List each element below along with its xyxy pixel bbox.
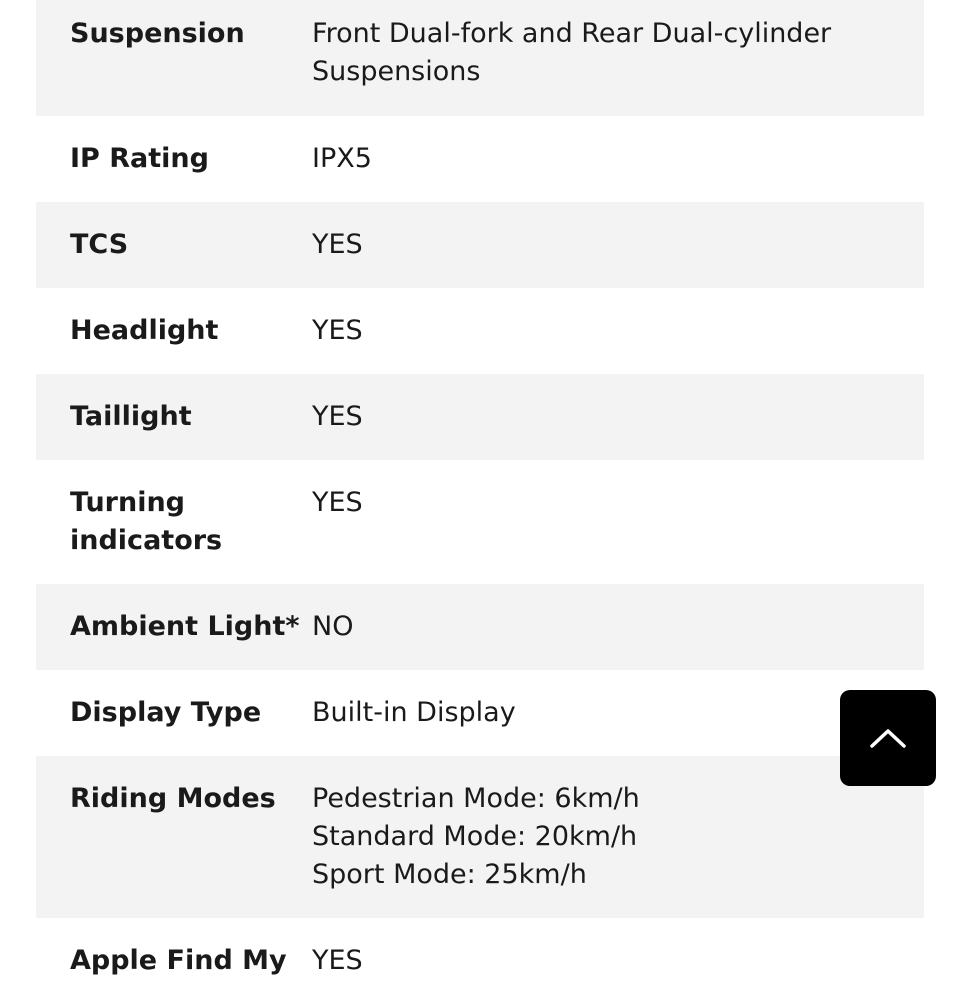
spec-value <box>312 942 924 1006</box>
spec-value-line: Built-in Display <box>312 697 516 728</box>
spec-value <box>312 608 924 670</box>
spec-row-suspension <box>36 0 924 116</box>
spec-value <box>312 226 924 288</box>
spec-value <box>312 140 924 202</box>
spec-table <box>36 0 924 1006</box>
spec-value-line: YES <box>312 401 363 432</box>
spec-value-line: Sport Mode: 25km/h <box>312 859 587 890</box>
spec-value <box>312 484 924 584</box>
spec-value-line: Pedestrian Mode: 6km/h <box>312 783 640 814</box>
spec-label: IP Rating <box>70 143 209 174</box>
spec-value-line: YES <box>312 315 363 346</box>
spec-label: TCS <box>70 229 129 260</box>
spec-label: Apple Find My <box>70 945 287 976</box>
spec-value-line: YES <box>312 945 363 976</box>
spec-row-ambient-light <box>36 584 924 670</box>
spec-value-line: Suspensions <box>312 56 481 87</box>
spec-label: Taillight <box>70 401 192 432</box>
spec-label: Headlight <box>70 315 219 346</box>
spec-value-line: YES <box>312 229 363 260</box>
spec-label: Display Type <box>70 697 262 728</box>
spec-value <box>312 312 924 374</box>
spec-value-line: Front Dual-fork and Rear Dual-cylinder <box>312 18 832 49</box>
spec-value <box>312 694 924 756</box>
spec-row-turning-indicators <box>36 460 924 584</box>
spec-label: Suspension <box>70 18 245 49</box>
spec-value-line: IPX5 <box>312 143 372 174</box>
spec-row-display-type <box>36 670 924 756</box>
spec-value-line: Standard Mode: 20km/h <box>312 821 638 852</box>
spec-row-tcs <box>36 202 924 288</box>
spec-row-apple-find-my <box>36 918 924 1006</box>
spec-label: Turning indicators <box>70 487 223 556</box>
spec-label: Ambient Light* <box>70 611 300 642</box>
spec-row-riding-modes <box>36 756 924 918</box>
back-to-top-button[interactable] <box>840 690 936 786</box>
spec-value <box>312 15 924 116</box>
spec-value <box>312 398 924 460</box>
spec-row-taillight <box>36 374 924 460</box>
spec-row-ip-rating <box>36 116 924 202</box>
spec-row-headlight <box>36 288 924 374</box>
spec-value <box>312 780 924 918</box>
spec-label: Riding Modes <box>70 783 276 814</box>
chevron-up-icon <box>868 726 908 750</box>
spec-value-line: NO <box>312 611 354 642</box>
spec-value-line: YES <box>312 487 363 518</box>
